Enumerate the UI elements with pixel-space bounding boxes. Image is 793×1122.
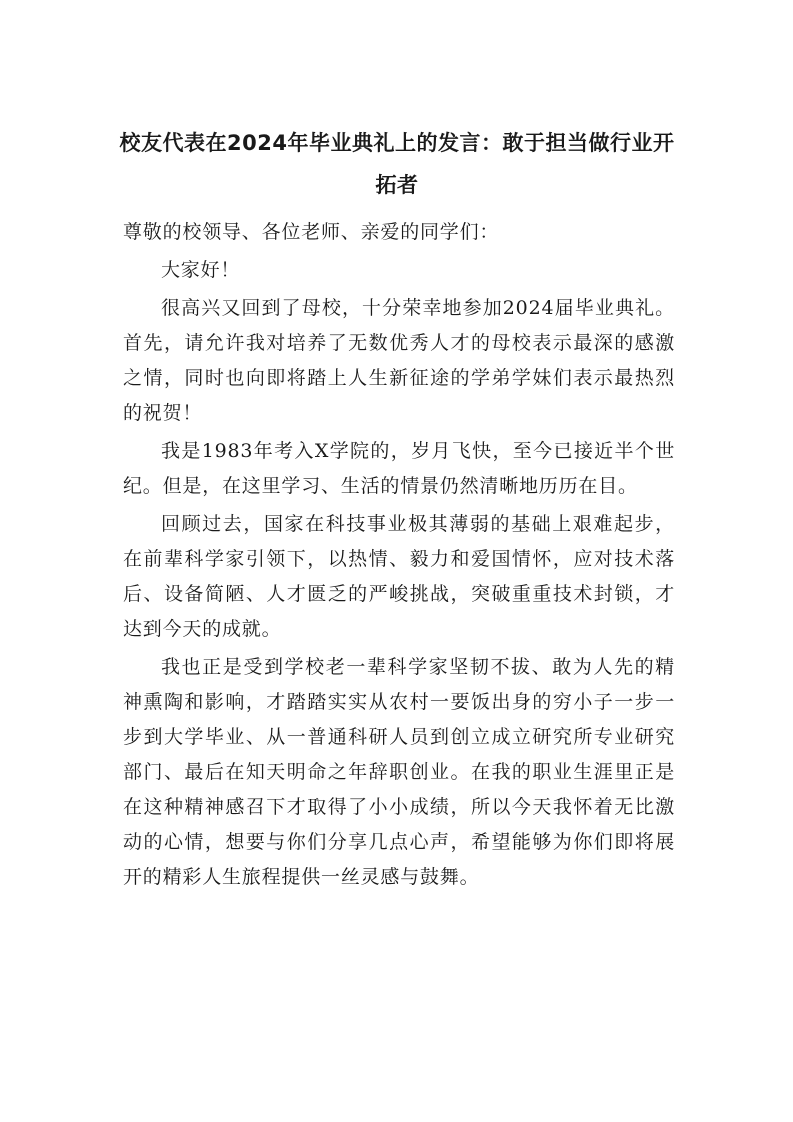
document-body — [123, 215, 675, 898]
paragraph-greeting: 大家好！ — [161, 259, 241, 281]
paragraph-4: 我也正是受到学校老一辈科学家坚韧不拔、敢为人先的精神熏陶和影响，才踏踏实实从农村一要饭出身的穷小子一步一步到大学毕业、从一普通科研人员到创立成立研究所专业研究部门、最后在知天明命之年辞职创业。在我的职业生涯里正是在这种精神感召下才取得了小小成绩，所以今天我怀着无比激动的心情，想要与你们分享几点心声，希望能够为你们即将展开的精彩人生旅程提供一丝灵感与鼓舞。 — [123, 656, 675, 888]
paragraph-1: 很高兴又回到了母校，十分荣幸地参加2024届毕业典礼。首先，请允许我对培养了无数优秀人才的母校表示最深的感激之情，同时也向即将踏上人生新征途的学弟学妹们表示最热烈的祝贺！ — [123, 297, 675, 424]
paragraph-3: 回顾过去，国家在科技事业极其薄弱的基础上艰难起步，在前辈科学家引领下，以热情、毅力和爱国情怀，应对技术落后、设备简陋、人才匮乏的严峻挑战，突破重重技术封锁，才达到今天的成就。 — [123, 513, 675, 640]
document-title: 校友代表在2024年毕业典礼上的发言：敢于担当做行业开拓者 — [119, 131, 675, 197]
salutation: 尊敬的校领导、各位老师、亲爱的同学们： — [123, 221, 500, 243]
paragraph-2: 我是1983年考入X学院的，岁月飞快，至今已接近半个世纪。但是，在这里学习、生活的情景仍然清晰地历历在目。 — [123, 440, 675, 497]
